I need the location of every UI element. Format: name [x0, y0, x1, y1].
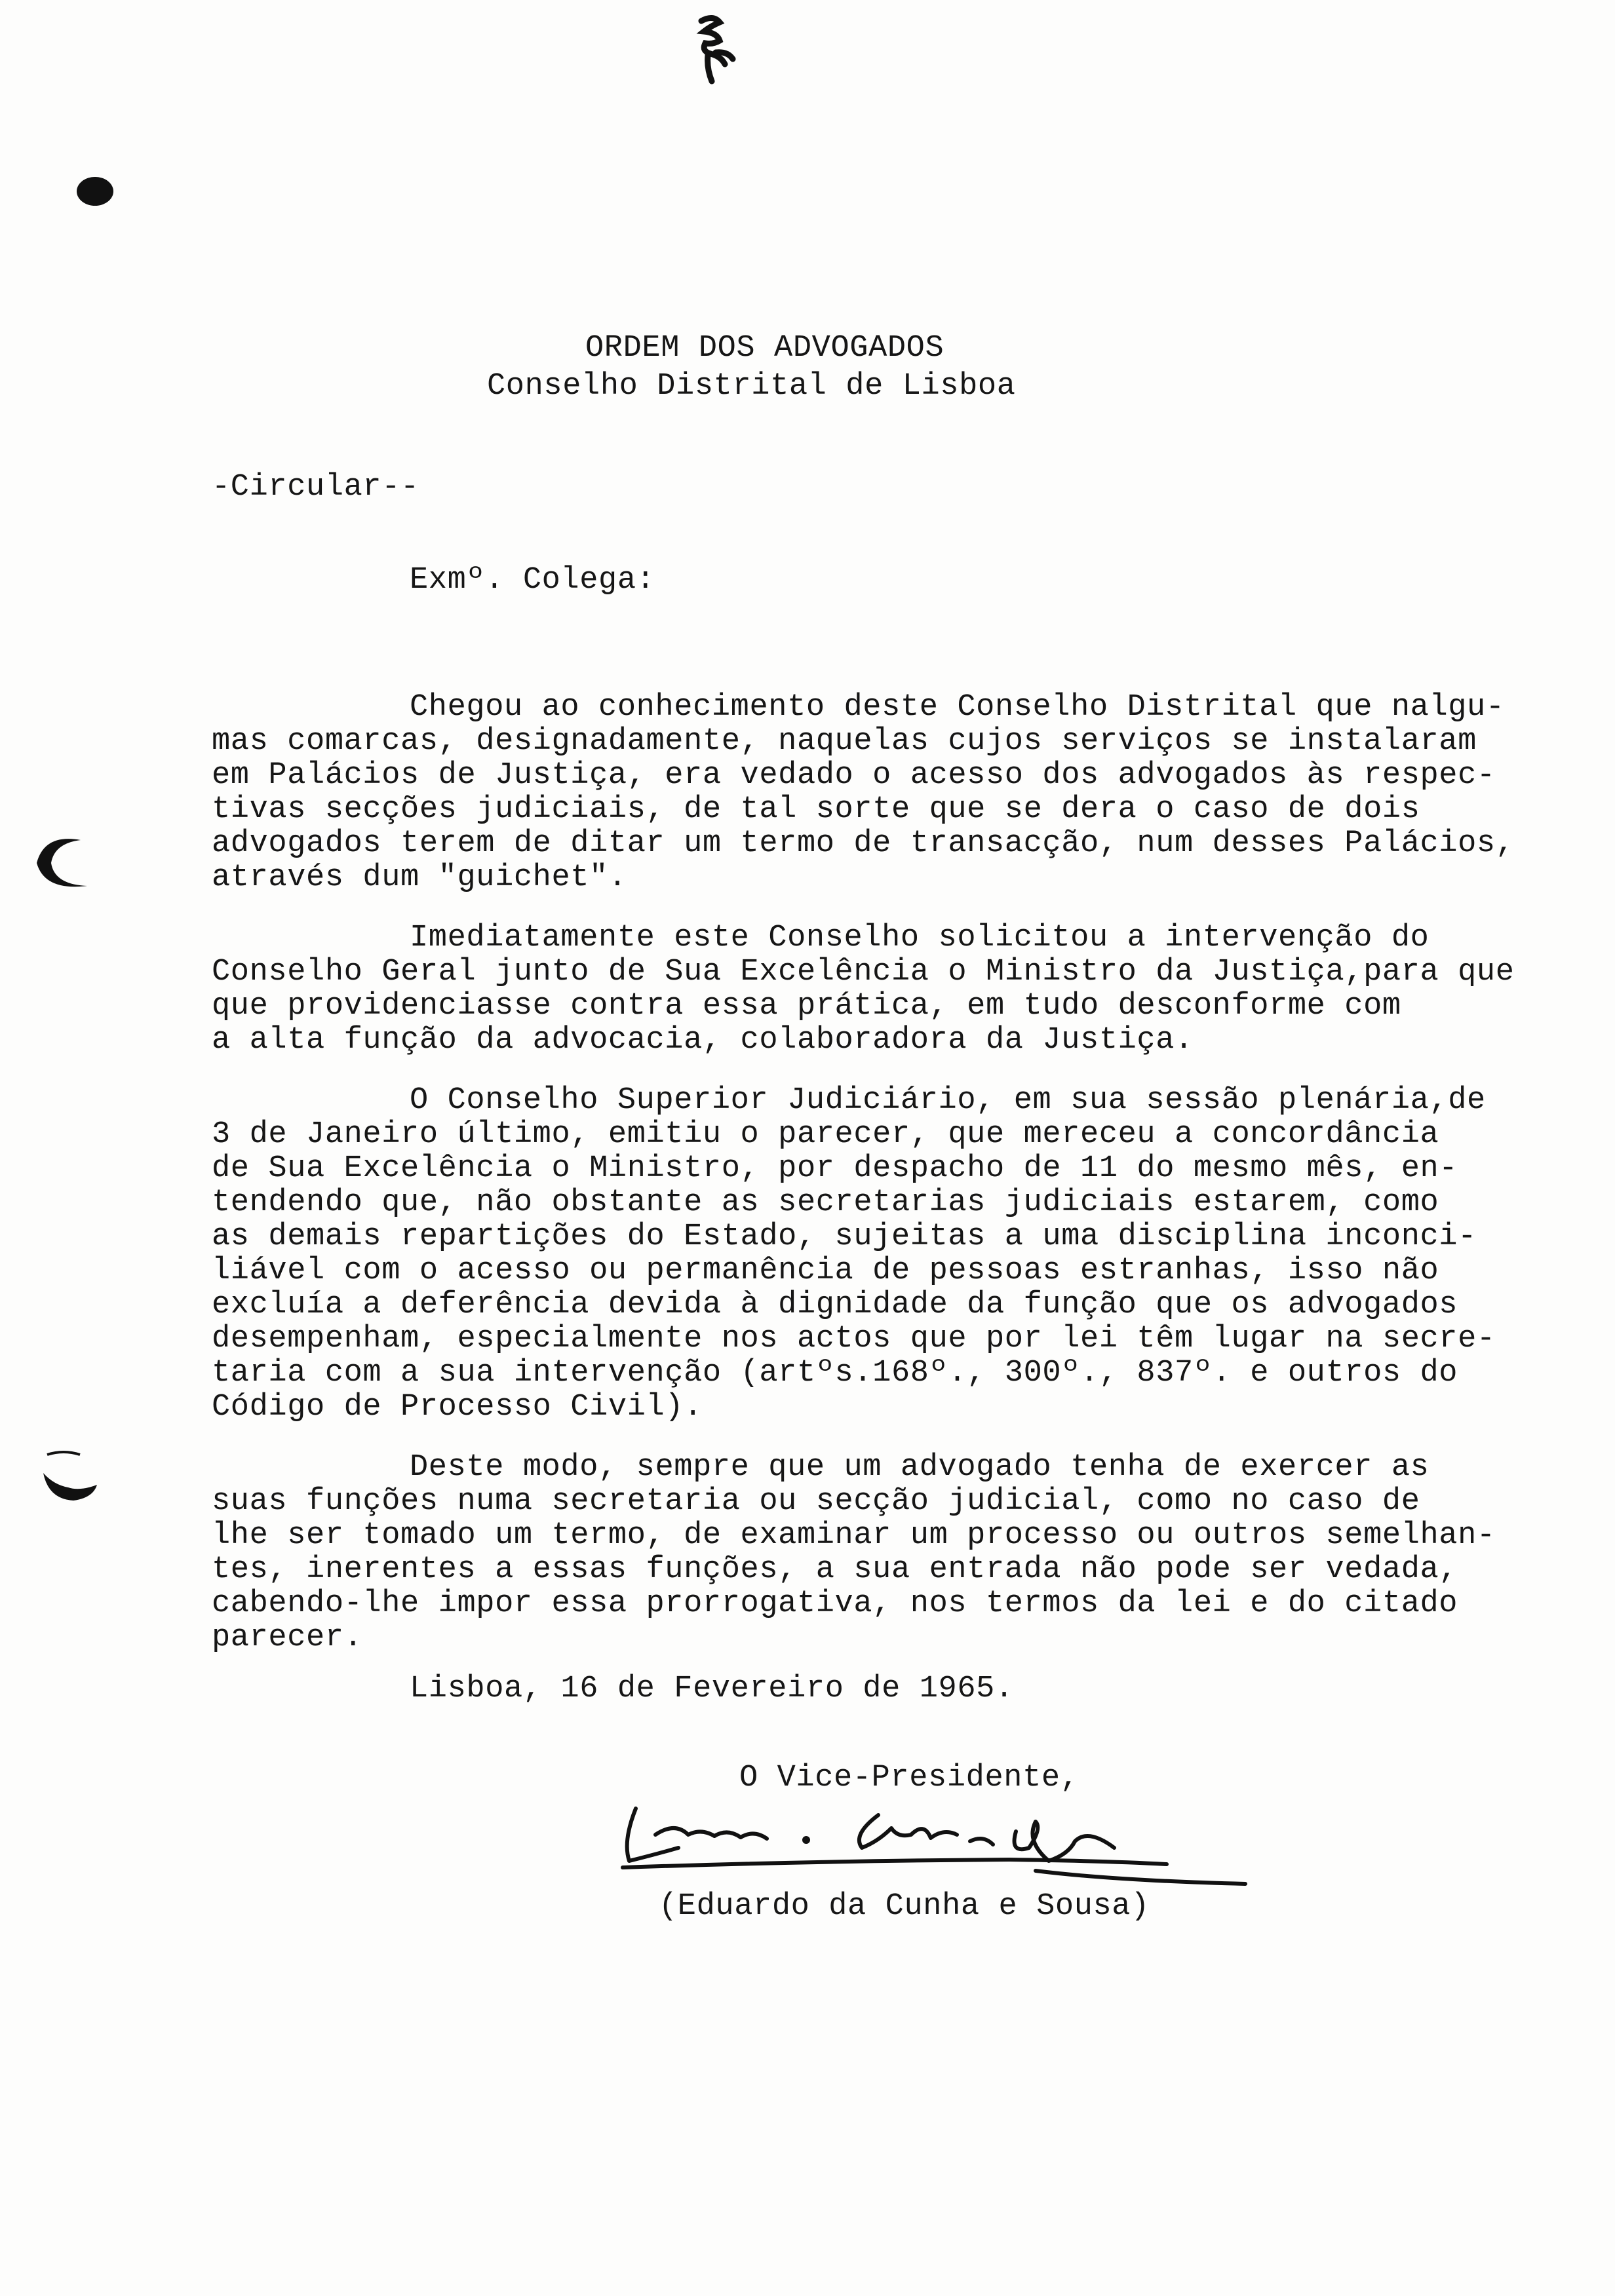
paragraph-4-line: parecer. — [212, 1620, 363, 1655]
paragraph-3-line: taria com a sua intervenção (artºs.168º., 300º., 837º. e outros do — [212, 1356, 1458, 1390]
paragraph-1-line: tivas secções judiciais, de tal sorte que se dera o caso de dois — [212, 792, 1420, 827]
paragraph-1-line: mas comarcas, designadamente, naquelas cujos serviços se instalaram — [212, 724, 1477, 759]
punch-hole-dot-icon — [72, 172, 118, 211]
paragraph-3-line: Código de Processo Civil). — [212, 1390, 703, 1425]
paragraph-3-line: tendendo que, não obstante as secretarias judiciais estarem, como — [212, 1185, 1439, 1220]
paragraph-4-line: suas funções numa secretaria ou secção judicial, como no caso de — [212, 1484, 1420, 1519]
paragraph-4-line: tes, inerentes a essas funções, a sua entrada não pode ser vedada, — [212, 1552, 1458, 1587]
paragraph-2-line: Conselho Geral junto de Sua Excelência o Ministro da Justiça,para que — [212, 955, 1515, 989]
paragraph-3-line: as demais repartições do Estado, sujeitas a uma disciplina inconci- — [212, 1219, 1477, 1254]
signatory-title: O Vice-Presidente, — [739, 1761, 1080, 1795]
signatory-name: (Eduardo da Cunha e Sousa) — [659, 1889, 1150, 1924]
paragraph-2-line: que providenciasse contra essa prática, em tudo desconforme com — [212, 989, 1401, 1024]
document-type-label: -Circular-- — [212, 470, 419, 505]
paragraph-4-line: cabendo-lhe impor essa prorrogativa, nos termos da lei e do citado — [212, 1586, 1458, 1621]
punch-hole-crescent-icon — [25, 827, 97, 899]
paragraph-1-line: Chegou ao conhecimento deste Conselho Distrital que nalgu- — [410, 690, 1505, 725]
paragraph-3-line: 3 de Janeiro último, emitiu o parecer, que mereceu a concordância — [212, 1117, 1439, 1152]
council-subheading: Conselho Distrital de Lisboa — [487, 369, 1016, 404]
paragraph-3-line: de Sua Excelência o Ministro, por despacho de 11 do mesmo mês, en- — [212, 1151, 1458, 1186]
paragraph-1-line: através dum "guichet". — [212, 860, 627, 895]
paragraph-3-line: excluía a deferência devida à dignidade da função que os advogados — [212, 1288, 1458, 1322]
handwritten-mark-icon — [682, 13, 741, 92]
paragraph-1-line: advogados terem de ditar um termo de transacção, num desses Palácios, — [212, 826, 1515, 861]
paragraph-3-line: liável com o acesso ou permanência de pessoas estranhas, isso não — [212, 1253, 1439, 1288]
paragraph-2-line: a alta função da advocacia, colaboradora da Justiça. — [212, 1023, 1194, 1058]
paragraph-4-line: Deste modo, sempre que um advogado tenha de exercer as — [410, 1450, 1430, 1485]
organization-heading: ORDEM DOS ADVOGADOS — [585, 331, 944, 366]
paragraph-3-line: desempenham, especialmente nos actos que por lei têm lugar na secre- — [212, 1322, 1496, 1356]
salutation: Exmº. Colega: — [410, 563, 655, 598]
paragraph-4-line: lhe ser tomado um termo, de examinar um processo ou outros semelhan- — [212, 1518, 1496, 1553]
paragraph-3-line: O Conselho Superior Judiciário, em sua sessão plenária,de — [410, 1083, 1486, 1118]
paragraph-2-line: Imediatamente este Conselho solicitou a intervenção do — [410, 921, 1430, 955]
paragraph-1-line: em Palácios de Justiça, era vedado o acesso dos advogados às respec- — [212, 758, 1496, 793]
punch-hole-crescent-icon — [34, 1447, 106, 1512]
place-date: Lisboa, 16 de Fevereiro de 1965. — [410, 1672, 1014, 1706]
